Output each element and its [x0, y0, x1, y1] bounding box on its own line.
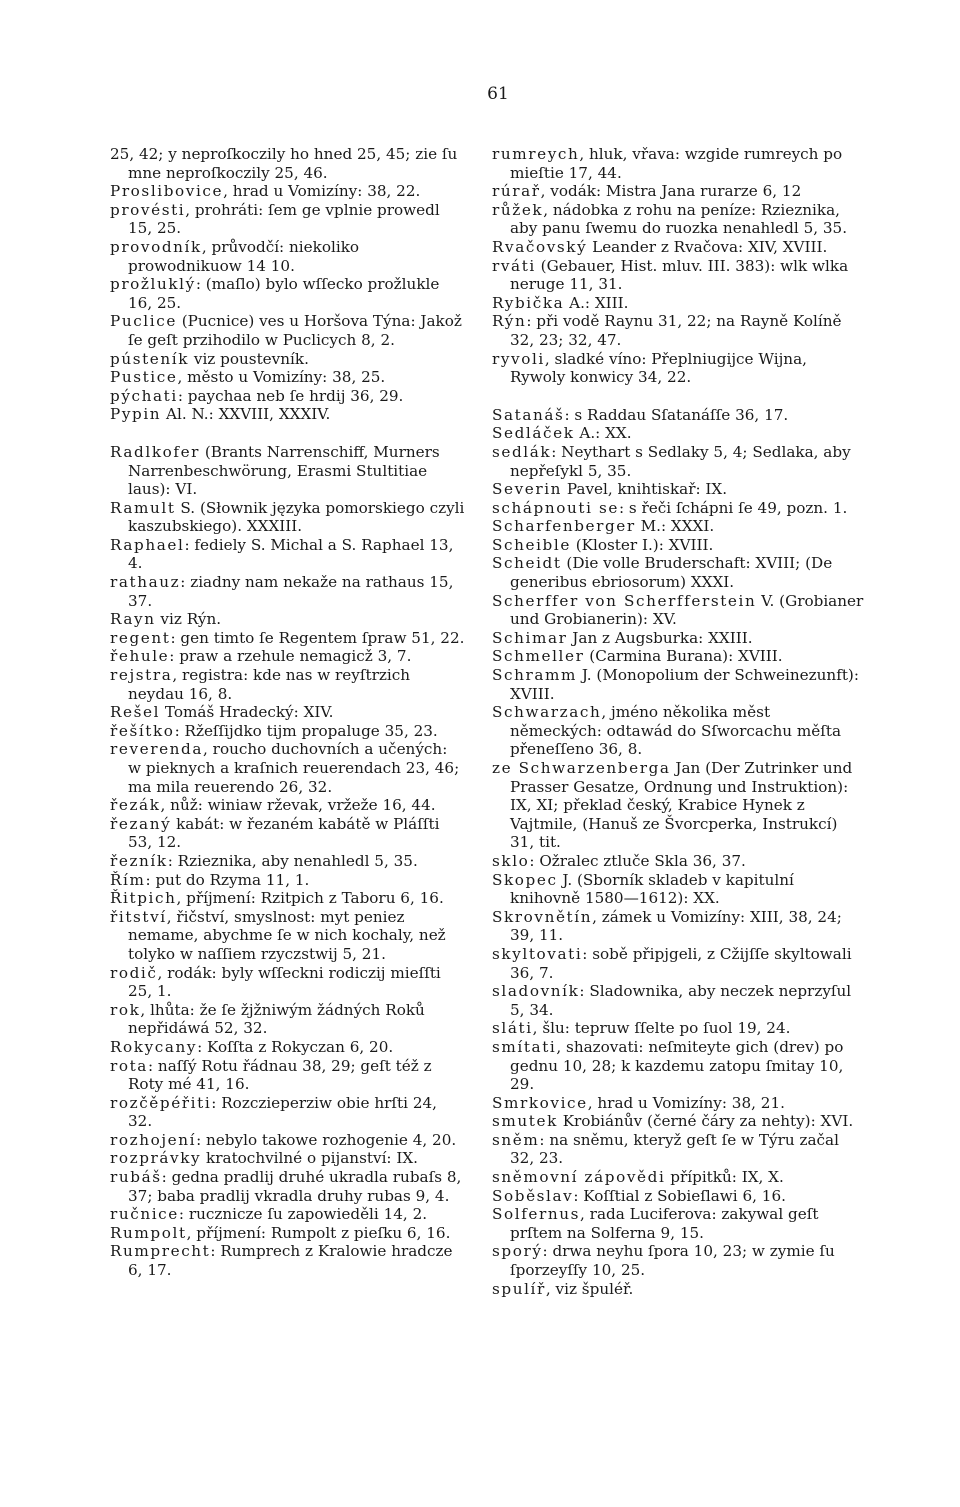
entry-headword: rozprávky	[110, 1149, 202, 1168]
entry-headword: sklo	[492, 851, 530, 870]
entry-headword: rubáš	[110, 1168, 162, 1187]
entry-text: : rucznicze ſu zapowieděli 14, 2.	[178, 1205, 428, 1224]
index-entry	[492, 499, 864, 518]
entry-headword: rodič	[110, 963, 158, 982]
entry-text: , lhůta: že ſe žjžniwým žádných Roků nepřidáwá 52, 32.	[128, 1000, 425, 1038]
entry-text: kratochvilné o pijanství: IX.	[201, 1149, 419, 1168]
entry-headword: Schimar	[492, 628, 568, 647]
entry-text: M.: XXXI.	[635, 517, 715, 536]
entry-headword: Pypin	[110, 405, 162, 424]
entry-text: Al. N.: XXVIII, XXXIV.	[161, 405, 331, 424]
entry-text: , sladké víno: Přeplniugijce Wijna, Rywoly konwicy 34, 22.	[510, 349, 807, 387]
index-entry	[110, 443, 465, 499]
entry-headword: Satanáš	[492, 405, 565, 424]
index-entry	[492, 312, 864, 349]
index-entry	[110, 666, 465, 703]
index-entry	[492, 406, 864, 425]
index-entry	[110, 1242, 465, 1279]
index-entry	[492, 908, 864, 945]
index-entry	[492, 257, 864, 294]
entry-text: , nůž: winiaw rževak, vržeže 16, 44.	[160, 796, 436, 815]
entry-headword: Schmeller	[492, 647, 585, 666]
entry-text: , průvodčí: niekoliko prowodnikuow 14 10.	[128, 237, 360, 275]
entry-headword: Rvačovský	[492, 237, 588, 256]
entry-headword: Soběslav	[492, 1186, 574, 1205]
entry-text: , registra: kde nas w reyſtrzich neydau 16, 8.	[128, 666, 410, 703]
entry-headword: sedlák	[492, 442, 552, 461]
entry-text: přípitků: IX, X.	[665, 1168, 784, 1187]
left-column	[110, 145, 465, 1280]
entry-headword: pústeník	[110, 349, 190, 368]
entry-headword: Skrovnětín	[492, 907, 593, 926]
index-entry	[110, 405, 465, 424]
entry-text: , shazovati: neſmiteyte gich (drev) po gednu 10, 28; k kazdemu zatopu ſmitay 10, 29.	[510, 1037, 844, 1094]
index-entry	[110, 312, 465, 349]
index-entry	[110, 387, 465, 406]
entry-text: kabát: w řezaném kabátě w Pláſſti 53, 12.	[128, 814, 440, 852]
entry-headword: řezník	[110, 851, 168, 870]
index-entry	[110, 201, 465, 238]
entry-text: : fediely S. Michal a S. Raphael 13, 4.	[128, 535, 454, 573]
index-entry	[492, 443, 864, 480]
entry-headword: Proslibovice	[110, 182, 224, 201]
entry-headword: rejstra	[110, 666, 173, 685]
entry-text: : Ožralec ztluče Skla 36, 37.	[529, 851, 746, 870]
entry-text: , šlu: tepruw ſſelte po ſuol 19, 24.	[532, 1019, 791, 1038]
index-entry	[110, 499, 465, 536]
entry-text: , hrad u Vomizíny: 38, 21.	[587, 1093, 785, 1112]
entry-text: Jan z Augsburka: XXIII.	[567, 628, 753, 647]
entry-headword: Rumpolt	[110, 1223, 187, 1242]
index-entry	[492, 1168, 864, 1187]
index-entry	[110, 1131, 465, 1150]
entry-headword: řitství	[110, 907, 167, 926]
entry-text: S. (Słownik języka pomorskiego czyli kaszubskiego). XXXIII.	[128, 498, 465, 536]
index-entry	[492, 424, 864, 443]
entry-text: (Pucnice) ves u Horšova Týna: Jakož ſe geſt przihodilo w Puclicych 8, 2.	[128, 312, 462, 349]
entry-text: : Rozczieperziw obie hrſti 24, 32.	[128, 1093, 437, 1131]
entry-headword: prožluklý	[110, 275, 196, 294]
entry-headword: schápnouti se	[492, 498, 619, 517]
entry-headword: Řitpich	[110, 889, 177, 908]
entry-text: (Gebauer, Hist. mluv. III. 383): wlk wlka neruge 11, 31.	[510, 256, 849, 294]
index-entry	[110, 1057, 465, 1094]
entry-text: : put do Rzyma 11, 1.	[145, 870, 310, 889]
index-entry	[492, 517, 864, 536]
entry-headword: sladovník	[492, 982, 580, 1001]
index-entry	[492, 982, 864, 1019]
right-column	[492, 145, 864, 1298]
index-entry	[492, 592, 864, 629]
entry-headword: provodník	[110, 237, 202, 256]
entry-text: , nádobka z rohu na peníze: Rzieznika, aby panu ſwemu do ruozka nenahledl 5, 35.	[510, 200, 848, 238]
index-entry	[110, 1001, 465, 1038]
index-entry	[110, 722, 465, 741]
entry-headword: Skopec	[492, 870, 558, 889]
entry-headword: Rokycany	[110, 1037, 198, 1056]
index-entry	[492, 1242, 864, 1279]
entry-headword: rumreych	[492, 145, 580, 163]
index-entry	[110, 964, 465, 1001]
entry-text: Krobiánův (černé čáry za nehty): XVI.	[557, 1112, 854, 1131]
index-entry	[492, 536, 864, 555]
entry-text: A.: XIII.	[564, 293, 629, 312]
entry-text: : při vodě Raynu 31, 22; na Rayně Kolíně 32, 23; 32, 47.	[510, 312, 842, 349]
index-entry	[110, 368, 465, 387]
index-entry	[110, 145, 465, 182]
entry-headword: ryvoli	[492, 349, 545, 368]
entry-headword: rváti	[492, 256, 536, 275]
entry-headword: Sedláček	[492, 424, 575, 443]
entry-text: : praw a rzehule nemagicž 3, 7.	[169, 647, 412, 666]
index-entry	[110, 647, 465, 666]
section-gap	[492, 387, 864, 406]
index-entry	[492, 145, 864, 182]
entry-text: , řičství, smyslnost: myt peniez nemame, abychme ſe w nich kochaly, než tolyko w naſſiem rzyczstwij 5, 21.	[128, 907, 446, 963]
entry-text: : drwa neyhu ſpora 10, 23; w zymie ſu ſporzeyſſy 10, 25.	[510, 1242, 835, 1280]
entry-text: : (maſlo) bylo wſſecko prožlukle 16, 25.	[128, 275, 440, 312]
entry-headword: Pustice	[110, 368, 178, 387]
index-entry	[110, 238, 465, 275]
entry-text: : paychaa neb ſe hrdij 36, 29.	[177, 386, 404, 405]
entry-headword: rathauz	[110, 573, 181, 592]
index-entry	[492, 554, 864, 591]
index-entry	[492, 1131, 864, 1168]
entry-headword: Radlkofer	[110, 442, 201, 461]
entry-text: Tomáš Hradecký: XIV.	[160, 703, 334, 722]
index-entry	[492, 350, 864, 387]
entry-text: : na sněmu, kteryž geſt ſe w Týru začal 32, 23.	[510, 1130, 839, 1168]
index-entry	[110, 1205, 465, 1224]
entry-headword: řehule	[110, 647, 170, 666]
entry-text: J. (Sborník skladeb v kapitulní knihovně 1580—1612): XX.	[510, 870, 794, 908]
index-entry	[110, 350, 465, 369]
index-entry	[492, 1112, 864, 1131]
entry-headword: Scharfenberger	[492, 517, 636, 536]
index-entry	[492, 201, 864, 238]
entry-text: , rodák: byly wſſeckni rodiczij mieſſti 25, 1.	[128, 963, 441, 1001]
index-entry	[110, 182, 465, 201]
entry-headword: sporý	[492, 1242, 543, 1261]
index-entry	[110, 1224, 465, 1243]
entry-text: : nebylo takowe rozhogenie 4, 20.	[196, 1130, 457, 1149]
entry-headword: Rýn	[492, 312, 527, 331]
entry-headword: reverenda	[110, 740, 204, 759]
entry-text: (Kloster I.): XVIII.	[570, 535, 714, 554]
index-entry	[110, 908, 465, 964]
entry-headword: Raphael	[110, 535, 185, 554]
index-entry	[110, 1094, 465, 1131]
entry-headword: růžek	[492, 200, 544, 219]
entry-text: Jan (Der Zutrinker und Prasser Gesatze, Ordnung und Instruktion): IX, XI; překlad český, Krabice Hynek z Vajtmile, (Hanuš ze Švorcperka, Instrukcí) 31, tit.	[510, 759, 853, 852]
index-entry	[492, 647, 864, 666]
entry-text: , viz špuléř.	[545, 1279, 634, 1298]
index-entry	[492, 182, 864, 201]
entry-text: : s Raddau Sſatanáſſe 36, 17.	[564, 405, 789, 424]
entry-headword: spulíř	[492, 1279, 546, 1298]
entry-text: 25, 42; y neproſkoczily ho hned 25, 45; zie ſu mne neproſkoczily 25, 46.	[110, 145, 458, 182]
entry-text: : gedna pradlij druhé ukradla rubaſs 8, 37; baba pradlij vkradla druhy rubas 9, 4.	[128, 1168, 462, 1205]
index-entry	[492, 629, 864, 648]
entry-headword: Smrkovice	[492, 1093, 588, 1112]
entry-text: J. (Monopolium der Schweinezunft): XVIII.	[510, 666, 859, 703]
index-entry	[110, 629, 465, 648]
index-entry	[110, 1168, 465, 1205]
entry-text: viz Rýn.	[155, 610, 222, 629]
entry-headword: Scheidt	[492, 554, 562, 573]
entry-headword: smutek	[492, 1112, 558, 1131]
entry-headword: Puclice	[110, 312, 177, 331]
entry-headword: ze Schwarzenberga	[492, 759, 671, 777]
entry-text: : Rumprech z Kralowie hradcze 6, 17.	[128, 1242, 453, 1280]
entry-headword: Scherffer von Scherfferstein	[492, 591, 757, 610]
index-entry	[492, 759, 864, 852]
entry-headword: Rešel	[110, 703, 161, 722]
entry-headword: smítati	[492, 1037, 557, 1056]
entry-headword: rozčěpéřiti	[110, 1093, 212, 1112]
entry-text: , příjmení: Rzitpich z Taboru 6, 16.	[176, 889, 444, 908]
entry-headword: pýchati	[110, 386, 178, 405]
index-entry	[492, 294, 864, 313]
entry-text: : naſſý Rotu řádnau 38, 29; geſt též z Roty mé 41, 16.	[128, 1056, 432, 1094]
entry-headword: sněm	[492, 1130, 540, 1149]
page-number: 61	[487, 84, 509, 104]
entry-text: : Sladownika, aby neczek neprzyſul 5, 34.	[510, 982, 852, 1019]
entry-headword: rok	[110, 1000, 141, 1019]
entry-text: : Neythart s Sedlaky 5, 4; Sedlaka, aby nepřeſykl 5, 35.	[510, 442, 851, 480]
entry-headword: Schramm	[492, 666, 578, 685]
index-entry	[110, 573, 465, 610]
entry-text: , hrad u Vomizíny: 38, 22.	[223, 182, 421, 201]
entry-text: , rada Luciferova: zakywal geſt prſtem na Solferna 9, 15.	[510, 1205, 819, 1242]
entry-headword: skyltovati	[492, 944, 583, 963]
index-entry	[110, 740, 465, 796]
index-entry	[492, 1038, 864, 1094]
entry-text: : Ržeſſijdko tijm propaluge 35, 23.	[174, 721, 438, 740]
index-entry	[110, 1149, 465, 1168]
index-entry	[110, 852, 465, 871]
entry-headword: Rayn	[110, 610, 156, 629]
index-entry	[492, 703, 864, 759]
entry-headword: řezák	[110, 796, 161, 815]
index-entry	[110, 703, 465, 722]
entry-text: (Carmina Burana): XVIII.	[584, 647, 783, 666]
index-entry	[492, 238, 864, 257]
entry-text: Leander z Rvačova: XIV, XVIII.	[587, 237, 828, 256]
entry-text: , město u Vomizíny: 38, 25.	[177, 368, 386, 387]
entry-headword: rozhojení	[110, 1130, 197, 1149]
entry-headword: Solfernus	[492, 1205, 581, 1224]
entry-text: : Koſſta z Rokyczan 6, 20.	[197, 1037, 394, 1056]
entry-headword: Scheible	[492, 535, 571, 554]
entry-headword: Ramult	[110, 498, 176, 517]
entry-headword: provésti	[110, 200, 186, 219]
entry-text: Pavel, knihtiskař: IX.	[562, 480, 728, 499]
entry-text: : ziadny nam nekaže na rathaus 15, 37.	[128, 573, 454, 610]
index-entry	[110, 796, 465, 815]
index-entry	[110, 1038, 465, 1057]
entry-text: : Koſſtial z Sobieſlawi 6, 16.	[573, 1186, 786, 1205]
index-entry	[492, 1019, 864, 1038]
index-entry	[492, 1205, 864, 1242]
index-entry	[110, 871, 465, 890]
entry-text: , příjmení: Rumpolt z pieſku 6, 16.	[186, 1223, 451, 1242]
entry-text: viz poustevník.	[189, 349, 309, 368]
index-entry	[110, 610, 465, 629]
entry-headword: sláti	[492, 1019, 533, 1038]
entry-text: , hluk, vřava: wzgide rumreych po mieſtie 17, 44.	[510, 145, 843, 182]
entry-headword: řešítko	[110, 721, 175, 740]
index-entry	[492, 852, 864, 871]
index-entry	[492, 480, 864, 499]
index-entry	[110, 815, 465, 852]
index-entry	[492, 666, 864, 703]
entry-text: , jméno několika měst německých: odtawád do Sſworcachu měſta přeneſſeno 36, 8.	[510, 703, 842, 759]
index-entry	[492, 1187, 864, 1206]
entry-headword: Schwarzach	[492, 703, 602, 722]
entry-headword: ručnice	[110, 1205, 179, 1224]
entry-headword: Rybička	[492, 293, 565, 312]
entry-headword: sněmovní zápovědi	[492, 1168, 666, 1187]
entry-text: , vodák: Mistra Jana rurarze 6, 12	[540, 182, 802, 201]
entry-headword: Severin	[492, 480, 563, 499]
entry-headword: regent	[110, 628, 171, 647]
entry-text: , prohráti: ſem ge vplnie prowedl 15, 25.	[128, 200, 440, 238]
index-entry	[492, 945, 864, 982]
section-gap	[110, 424, 465, 443]
entry-text: (Die volle Bruderschaft: XVIII; (De generibus ebriosorum) XXXI.	[510, 554, 833, 592]
entry-text: : sobě připjgeli, z Cžijſſe skyltowali 36, 7.	[510, 944, 852, 982]
entry-text: , zámek u Vomizíny: XIII, 38, 24; 39, 11.	[510, 907, 842, 945]
entry-text: (Brants Narrenschiff, Murners Narrenbeschwörung, Erasmi Stultitiae laus): VI.	[128, 442, 440, 499]
entry-text: V. (Grobianer und Grobianerin): XV.	[510, 591, 864, 629]
index-entry	[492, 871, 864, 908]
entry-text: , roucho duchovních a učených: w pieknych a kraſnich reuerendach 23, 46; ma mila reuerendo 26, 32.	[128, 740, 460, 796]
entry-text: : gen timto ſe Regentem ſpraw 51, 22.	[170, 628, 465, 647]
index-entry	[492, 1280, 864, 1299]
entry-headword: Řím	[110, 870, 146, 889]
index-entry	[110, 275, 465, 312]
entry-headword: rota	[110, 1056, 148, 1075]
entry-headword: Rumprecht	[110, 1242, 211, 1261]
entry-text: : s řeči ſchápni ſe 49, pozn. 1.	[618, 498, 848, 517]
index-entry	[110, 536, 465, 573]
entry-headword: řezaný	[110, 814, 172, 833]
entry-headword: rúrař	[492, 182, 541, 201]
index-entry	[110, 889, 465, 908]
entry-text: A.: XX.	[574, 424, 632, 443]
entry-text: : Rzieznika, aby nenahledl 5, 35.	[167, 851, 418, 870]
index-entry	[492, 1094, 864, 1113]
